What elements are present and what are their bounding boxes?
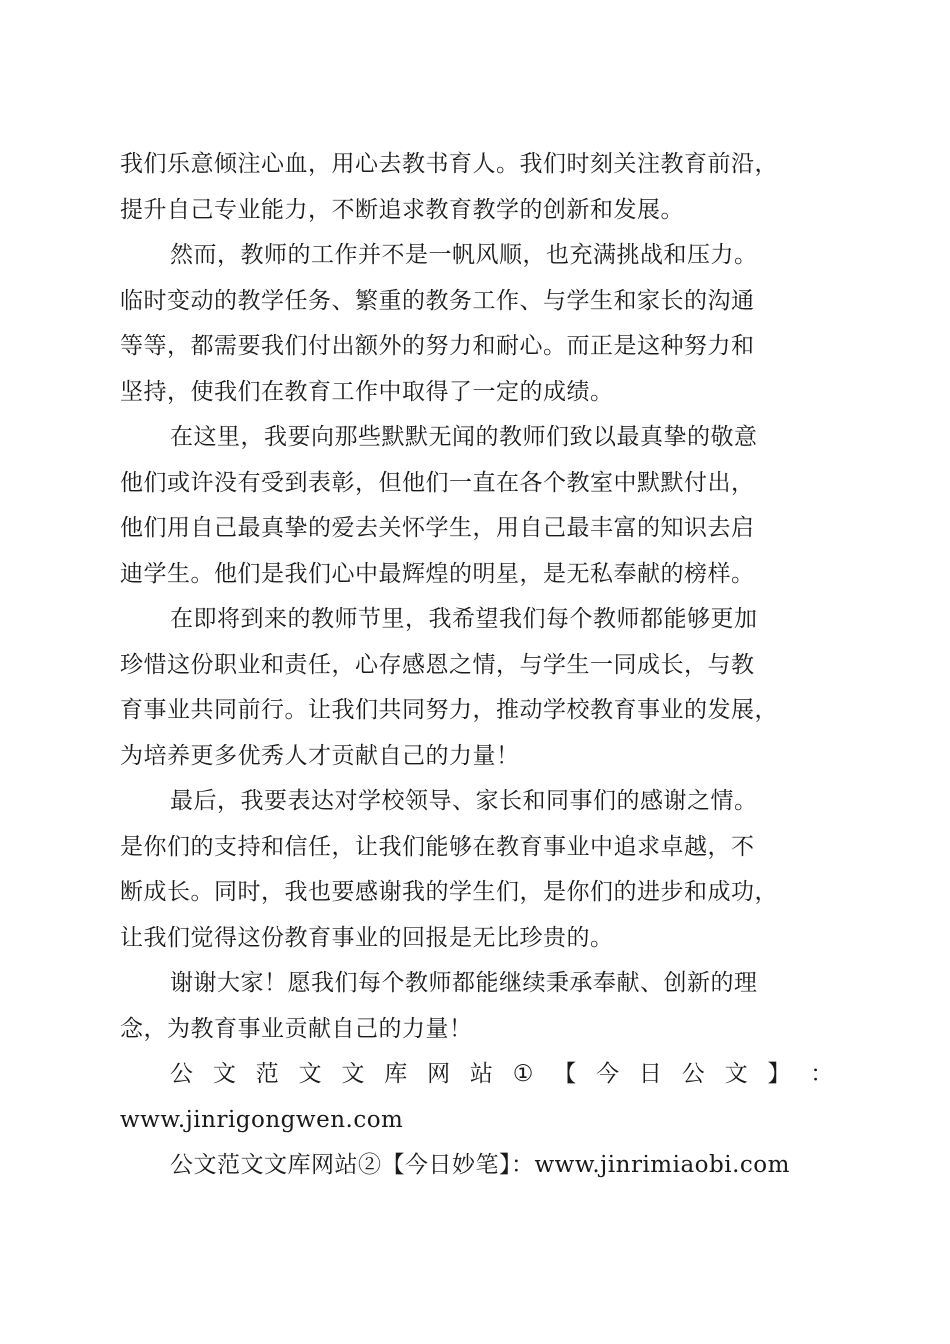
footer-char: 公 [681, 1061, 706, 1087]
paragraph-line: 育事业共同前行。让我们共同努力，推动学校教育事业的发展， [120, 697, 778, 723]
footer-char: 文 [298, 1061, 323, 1087]
paragraph-line: 是你们的支持和信任，让我们能够在教育事业中追求卓越，不 [120, 833, 755, 860]
footer-char: 范 [255, 1061, 280, 1087]
footer-char: 站 [469, 1061, 494, 1087]
footer-char: 文 [724, 1061, 749, 1087]
footer-char: 公 [170, 1061, 194, 1087]
footer-url-link[interactable]: www.jinrigongwen.com [120, 1106, 404, 1133]
paragraph-line: 念，为教育事业贡献自己的力量！ [120, 1015, 473, 1042]
paragraph-line: 然而，教师的工作并不是一帆风顺，也充满挑战和压力。 [170, 242, 758, 268]
paragraph-line: 谢谢大家！愿我们每个教师都能继续秉承奉献、创新的理 [170, 970, 758, 996]
footer-char: 日 [638, 1061, 663, 1087]
paragraph-line: 临时变动的教学任务、繁重的教务工作、与学生和家长的沟通 [120, 287, 755, 314]
footer-source-line-1 [120, 1052, 834, 1098]
document-body [120, 142, 834, 1189]
footer-char: 】 [767, 1061, 791, 1087]
paragraph-line: 在即将到来的教师节里，我希望我们每个教师都能够更加 [170, 606, 758, 632]
paragraph-line: 他们或许没有受到表彰，但他们一直在各个教室中默默付出， [120, 469, 755, 496]
paragraph-line: 为培养更多优秀人才贡献自己的力量！ [120, 742, 520, 769]
footer-char: ① [512, 1061, 534, 1087]
footer-char: 文 [341, 1061, 365, 1087]
paragraph-line: 迪学生。他们是我们心中最辉煌的明星，是无私奉献的榜样。 [120, 560, 755, 587]
footer-char: 文 [212, 1061, 237, 1087]
paragraph-line: 在这里，我要向那些默默无闻的教师们致以最真挚的敬意 [170, 424, 758, 450]
paragraph-line: 他们用自己最真挚的爱去关怀学生，用自己最丰富的知识去启 [120, 515, 755, 541]
footer-char: 【 [553, 1061, 577, 1087]
paragraph-line: 坚持，使我们在教育工作中取得了一定的成绩。 [120, 378, 614, 405]
footer-char: 今 [596, 1061, 620, 1087]
paragraph-line: 珍惜这份职业和责任，心存感恩之情，与学生一同成长，与教 [120, 651, 755, 678]
paragraph-line: 等等，都需要我们付出额外的努力和耐心。而正是这种努力和 [120, 333, 755, 359]
footer-char: 库 [384, 1061, 408, 1087]
footer-char: ： [810, 1061, 834, 1087]
paragraph-line: 我们乐意倾注心血，用心去教书育人。我们时刻关注教育前沿， [120, 151, 778, 177]
footer-source-line-2[interactable]: 公文范文文库网站②【今日妙笔】：www.jinrimiaobi.com [170, 1152, 790, 1178]
paragraph-line: 最后，我要表达对学校领导、家长和同事们的感谢之情。 [170, 788, 758, 814]
paragraph-line: 提升自己专业能力，不断追求教育教学的创新和发展。 [120, 196, 684, 223]
footer-char: 网 [427, 1061, 451, 1087]
paragraph-line: 让我们觉得这份教育事业的回报是无比珍贵的。 [120, 924, 614, 951]
paragraph-line: 断成长。同时，我也要感谢我的学生们，是你们的进步和成功， [120, 879, 778, 905]
